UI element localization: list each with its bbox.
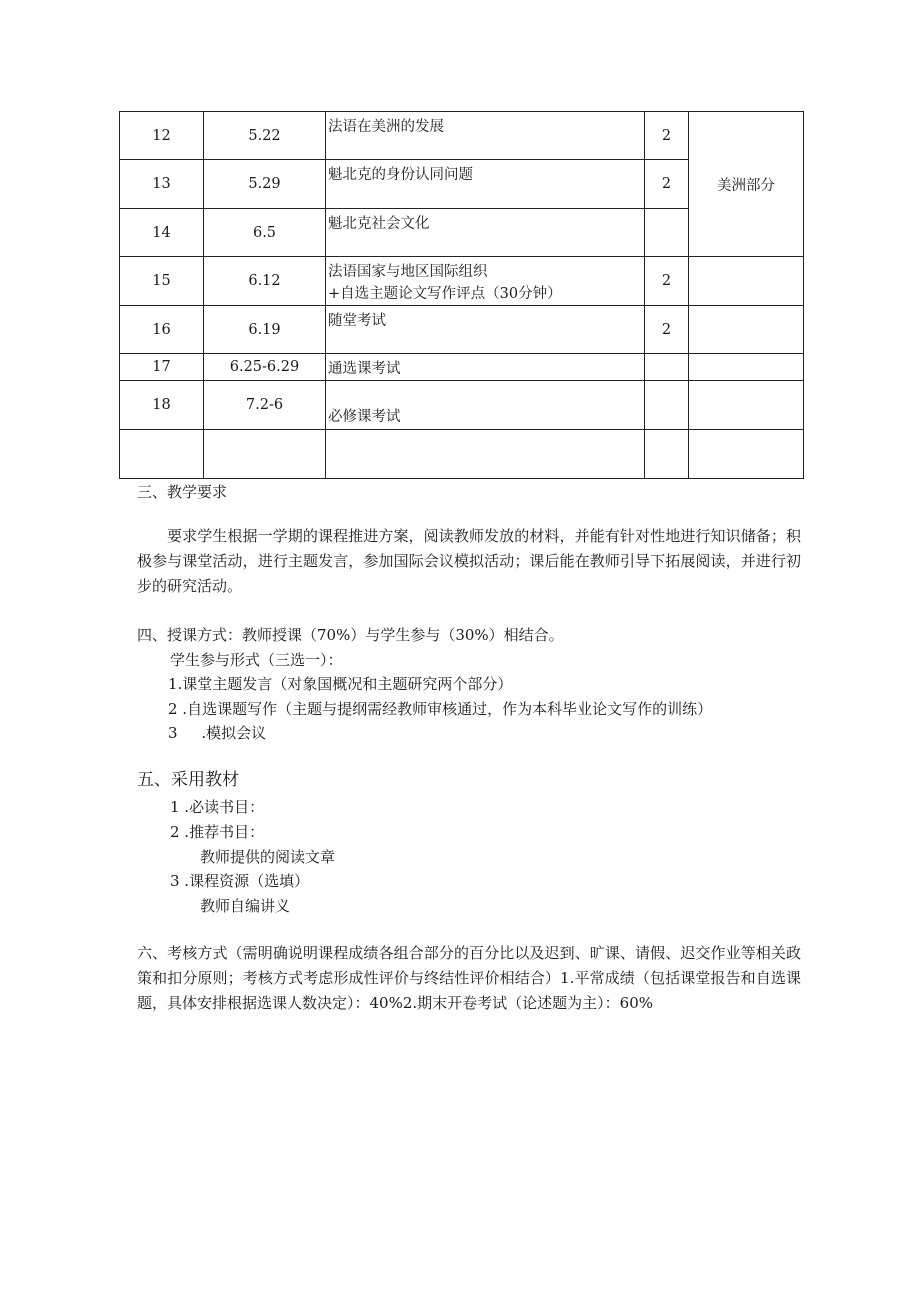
table-row <box>120 257 804 306</box>
table-row <box>120 430 804 479</box>
week-date: 6.5 <box>204 209 326 257</box>
section4-sub: 学生参与形式（三选一）： <box>170 651 343 669</box>
week-number: 12 <box>120 112 204 160</box>
section3-body: 要求学生根据一学期的课程推进方案，阅读教师发放的材料，并能有针对性地进行知识储备；积极参与课堂活动，进行主题发言，参加国际会议模拟活动；课后能在教师引导下拓展阅读，并进行初步的研究活动。 <box>137 527 801 595</box>
week-hours: 2 <box>645 257 689 306</box>
section6-body: 六、考核方式（需明确说明课程成绩各组合部分的百分比以及迟到、旷课、请假、迟交作业等相关政策和扣分原则；考核方式考虑形成性评价与终结性评价相结合）1.平常成绩（包括课堂报告和自选课题，具体安排根据选课人数决定）：40%2.期末开卷考试（论述题为主）：60% <box>137 944 801 1012</box>
section5-item-detail: 教师提供的阅读文章 <box>200 848 336 866</box>
table-row <box>120 112 804 160</box>
week-number: 14 <box>120 209 204 257</box>
week-date: 7.2-6 <box>204 381 326 430</box>
empty-cell <box>645 430 689 479</box>
section4-item: 1.课堂主题发言（对象国概况和主题研究两个部分） <box>168 675 513 693</box>
empty-cell <box>689 381 804 430</box>
week-date: 6.12 <box>204 257 326 306</box>
part-label: 美洲部分 <box>689 112 804 257</box>
week-topic: 法语在美洲的发展 <box>326 112 645 160</box>
week-topic: 随堂考试 <box>326 306 645 354</box>
week-hours: 2 <box>645 160 689 209</box>
week-topic <box>326 257 645 306</box>
week-topic: 魁北克的身份认同问题 <box>326 160 645 209</box>
week-hours <box>645 354 689 381</box>
empty-cell <box>120 430 204 479</box>
section5-item: 1 .必读书目： <box>170 798 265 816</box>
section5-heading: 五、采用教材 <box>137 770 239 790</box>
section4-heading: 四、授课方式：教师授课（70%）与学生参与（30%）相结合。 <box>137 626 564 644</box>
week-date: 5.22 <box>204 112 326 160</box>
section5-item-detail: 教师自编讲义 <box>200 897 291 915</box>
empty-cell <box>689 354 804 381</box>
week-topic: 魁北克社会文化 <box>326 209 645 257</box>
table-row <box>120 306 804 354</box>
week-topic-line: +自选主题论文写作评点（30分钟） <box>328 286 562 302</box>
week-number: 15 <box>120 257 204 306</box>
empty-cell <box>689 430 804 479</box>
table-row <box>120 354 804 381</box>
week-hours <box>645 381 689 430</box>
week-topic-line: 法语国家与地区国际组织 <box>328 264 488 280</box>
section4-item: 2 .自选课题写作（主题与提纲需经教师审核通过，作为本科毕业论文写作的训练） <box>168 700 713 718</box>
table-row <box>120 381 804 430</box>
section3-heading: 三、教学要求 <box>137 483 228 501</box>
week-number: 17 <box>120 354 204 381</box>
week-hours <box>645 209 689 257</box>
week-date: 5.29 <box>204 160 326 209</box>
week-hours: 2 <box>645 306 689 354</box>
section5-item: 3 .课程资源（选填） <box>170 872 310 890</box>
week-date: 6.19 <box>204 306 326 354</box>
empty-cell <box>204 430 326 479</box>
week-number: 16 <box>120 306 204 354</box>
section4-item: 3 .模拟会议 <box>168 724 267 742</box>
empty-cell <box>689 306 804 354</box>
week-date: 6.25-6.29 <box>204 354 326 381</box>
schedule-table <box>119 111 804 479</box>
section5-item: 2 .推荐书目： <box>170 823 265 841</box>
week-hours: 2 <box>645 112 689 160</box>
week-topic: 必修课考试 <box>326 381 645 430</box>
empty-cell <box>326 430 645 479</box>
week-number: 18 <box>120 381 204 430</box>
week-topic: 通选课考试 <box>326 354 645 381</box>
empty-cell <box>689 257 804 306</box>
week-number: 13 <box>120 160 204 209</box>
